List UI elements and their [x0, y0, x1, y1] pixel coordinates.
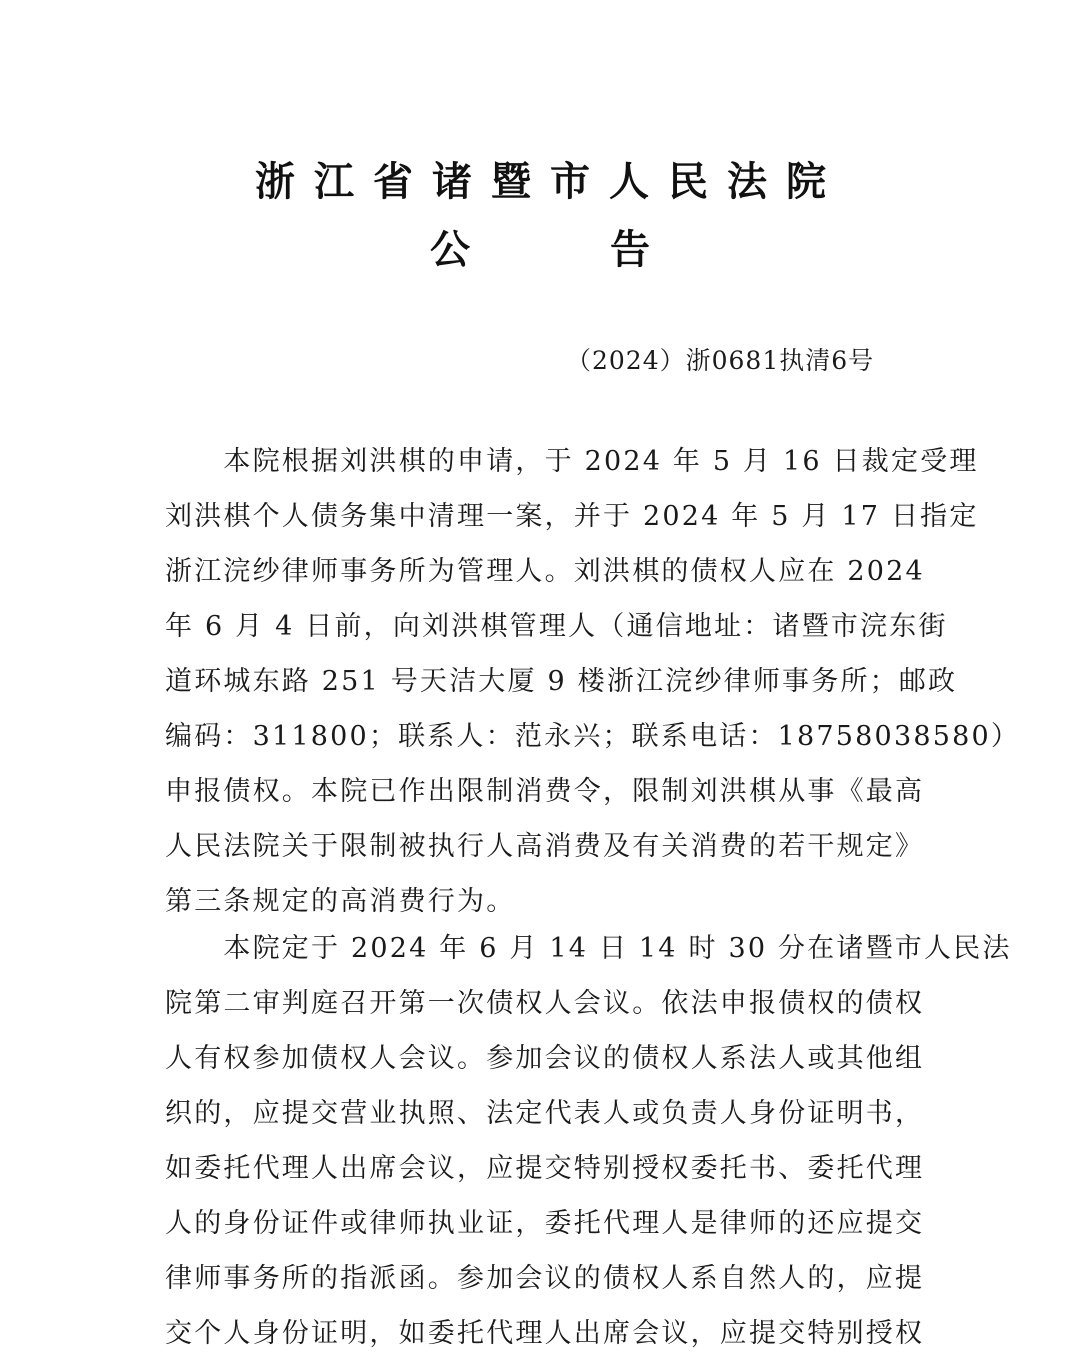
paragraph-line: 刘洪棋个人债务集中清理一案，并于 2024 年 5 月 17 日指定 [165, 501, 979, 532]
document-type-char-2: 告 [610, 227, 650, 273]
paragraph-line: 如委托代理人出席会议，应提交特别授权委托书、委托代理 [165, 1153, 925, 1184]
case-number: （2024）浙0681执清6号 [566, 346, 875, 375]
paragraph-line: 人民法院关于限制被执行人高消费及有关消费的若干规定》 [165, 831, 925, 862]
paragraph-line: 本院根据刘洪棋的申请，于 2024 年 5 月 16 日裁定受理 [165, 446, 979, 477]
paragraph-line: 人的身份证件或律师执业证，委托代理人是律师的还应提交 [165, 1208, 925, 1239]
paragraph-line: 第三条规定的高消费行为。 [165, 886, 516, 917]
paragraph-line: 交个人身份证明，如委托代理人出席会议，应提交特别授权 [165, 1318, 925, 1349]
paragraph-1 [165, 434, 1021, 929]
paragraph-line: 道环城东路 251 号天洁大厦 9 楼浙江浣纱律师事务所；邮政 [165, 666, 958, 697]
paragraph-line: 织的，应提交营业执照、法定代表人或负责人身份证明书， [165, 1098, 925, 1129]
paragraph-line: 人有权参加债权人会议。参加会议的债权人系法人或其他组 [165, 1043, 925, 1074]
paragraph-line: 申报债权。本院已作出限制消费令，限制刘洪棋从事《最高 [165, 776, 925, 807]
document-type-title [0, 218, 1080, 275]
paragraph-line: 年 6 月 4 日前，向刘洪棋管理人（通信地址：诸暨市浣东街 [165, 611, 948, 642]
document-type-char-1: 公 [430, 227, 470, 273]
paragraph-line: 编码：311800；联系人：范永兴；联系电话：18758038580） [165, 721, 1021, 752]
paragraph-line: 律师事务所的指派函。参加会议的债权人系自然人的，应提 [165, 1263, 925, 1294]
court-name-title: 浙江省诸暨市人民法院 [255, 159, 845, 205]
paragraph-line: 浙江浣纱律师事务所为管理人。刘洪棋的债权人应在 2024 [165, 556, 925, 587]
paragraph-line: 院第二审判庭召开第一次债权人会议。依法申报债权的债权 [165, 988, 925, 1019]
paragraph-line: 本院定于 2024 年 6 月 14 日 14 时 30 分在诸暨市人民法 [165, 933, 1012, 964]
paragraph-2 [165, 921, 1012, 1361]
